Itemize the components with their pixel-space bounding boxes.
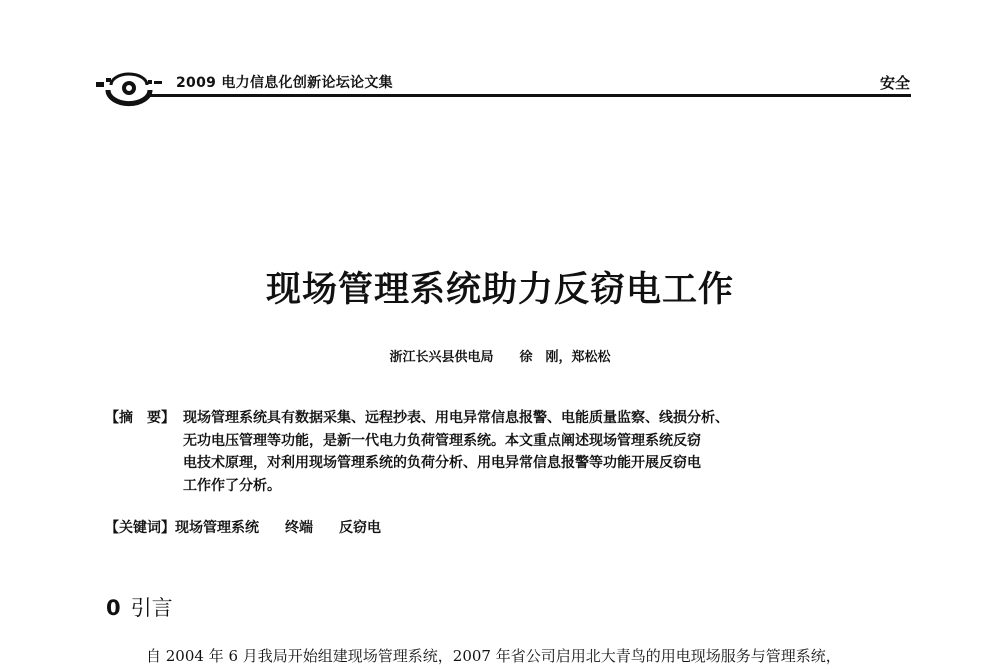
- journal-logo: [94, 68, 164, 108]
- section-number: 0: [106, 596, 121, 620]
- abstract-line: 现场管理系统具有数据采集、远程抄表、用电异常信息报警、电能质量监察、线损分析、: [183, 410, 729, 426]
- section-title: 引言: [130, 596, 173, 620]
- abstract-line: 电技术原理，对利用现场管理系统的负荷分析、用电异常信息报警等功能开展反窃电: [183, 455, 701, 471]
- section-heading: [106, 592, 173, 622]
- journal-title: 2009 电力信息化创新论坛论文集: [176, 75, 393, 91]
- abstract-label: 【摘 要】: [105, 410, 175, 426]
- keyword: 现场管理系统: [175, 520, 259, 536]
- abstract-line: 工作作了分析。: [183, 477, 281, 494]
- paper-title: 现场管理系统助力反窃电工作: [265, 270, 734, 310]
- abstract-text: [183, 407, 883, 497]
- abstract-line: 无功电压管理等功能，是新一代电力负荷管理系统。本文重点阐述现场管理系统反窃: [183, 432, 701, 449]
- body-paragraph: 自 2004 年 6 月我局开始组建现场管理系统，2007 年省公司启用北大青鸟的用电现场服务与管理系统，: [146, 647, 841, 665]
- header-rule: [150, 94, 911, 97]
- keyword: 反窃电: [339, 520, 381, 536]
- affiliation: 浙江长兴县供电局: [389, 350, 494, 365]
- author-line: [0, 346, 1000, 365]
- author-names: 徐 刚，郑松松: [519, 350, 611, 365]
- keywords: [105, 517, 381, 537]
- section-label: 安全: [879, 74, 910, 92]
- keyword: 终端: [285, 520, 313, 536]
- keywords-label: 【关键词】: [105, 520, 175, 536]
